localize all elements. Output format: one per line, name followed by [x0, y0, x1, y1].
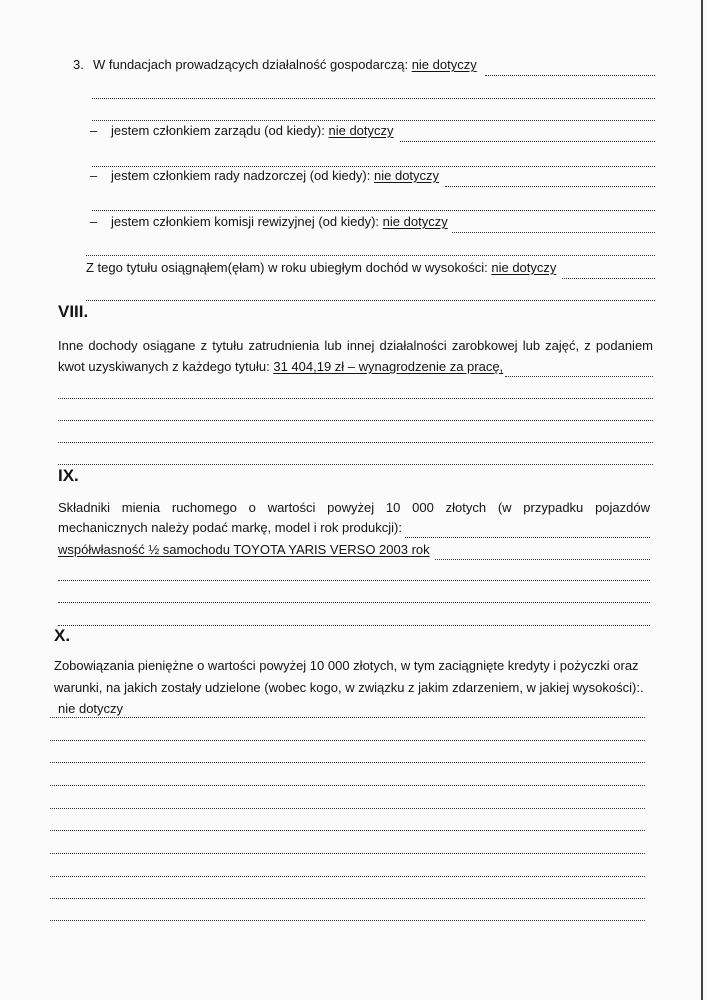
- section-x-line: [50, 898, 645, 899]
- section-viii-line-1: Inne dochody osiągane z tytułu zatrudnienia lub innej działalności zarobkowej lub zajęć, z podaniem: [58, 338, 653, 353]
- section-x-value: nie dotyczy: [58, 701, 124, 716]
- section-ix-line-1: Składniki mienia ruchomego o wartości powyżej 10 000 złotych (w przypadku pojazdów: [58, 500, 650, 515]
- section-3-blank-line: [92, 98, 655, 99]
- section-ix-line-2: mechanicznych należy podać markę, model i rok produkcji):: [58, 520, 402, 535]
- supervisory-dash: –: [90, 168, 98, 183]
- section-viii-blank-line: [58, 442, 653, 443]
- section-x-line: [50, 830, 645, 831]
- supervisory-fill-line: [445, 186, 655, 187]
- section-ix-blank-line: [58, 625, 650, 626]
- section-3-fill-line: [485, 75, 655, 76]
- section-3-label: [93, 57, 477, 73]
- section-x-line: [50, 920, 645, 921]
- section-viii-blank-line: [58, 420, 653, 421]
- board-member-row: [111, 123, 394, 139]
- board-blank-line: [92, 166, 655, 167]
- supervisory-member-row: [111, 168, 439, 184]
- section-3-value: nie dotyczy: [411, 57, 477, 72]
- audit-member-row: [111, 214, 448, 230]
- section-x-line: [50, 762, 645, 763]
- section-ix-value: współwłasność ½ samochodu TOYOTA YARIS VERSO 2003 rok: [58, 542, 430, 557]
- page-edge-shadow: [701, 0, 703, 1000]
- section-viii-value: 31 404,19 zł – wynagrodzenie za pracę,: [273, 359, 504, 374]
- section-x-line-2: warunki, na jakich zostały udzielone (wobec kogo, w związku z jakim zdarzeniem, w jakiej wysokości):.: [54, 680, 644, 695]
- section-x-line: [50, 785, 645, 786]
- supervisory-member-label: jestem członkiem rady nadzorczej (od kiedy):: [111, 168, 371, 183]
- section-3-blank-line: [92, 120, 655, 121]
- section-x-heading: X.: [54, 626, 71, 645]
- section-viii-blank-line: [58, 398, 653, 399]
- board-fill-line: [400, 141, 655, 142]
- section-x-line: [50, 717, 645, 718]
- section-x-line: [50, 853, 645, 854]
- section-ix-heading: IX.: [58, 466, 79, 485]
- section-ix-fill-line: [405, 537, 650, 538]
- section-x-line: [50, 876, 645, 877]
- board-member-label: jestem członkiem zarządu (od kiedy):: [111, 123, 325, 138]
- income-value: nie dotyczy: [491, 260, 557, 275]
- audit-member-value: nie dotyczy: [382, 214, 448, 229]
- income-fill-line: [562, 278, 655, 279]
- section-ix-value-fill-line: [435, 559, 650, 560]
- section-viii-heading: VIII.: [58, 302, 89, 321]
- audit-member-label: jestem członkiem komisji rewizyjnej (od kiedy):: [111, 214, 380, 229]
- section-viii-line-2: [58, 359, 503, 375]
- income-label: Z tego tytułu osiągnąłem(ęłam) w roku ubiegłym dochód w wysokości:: [86, 260, 488, 275]
- section-x-line-1: Zobowiązania pieniężne o wartości powyżej 10 000 złotych, w tym zaciągnięte kredyty i pożyczki oraz: [54, 658, 639, 673]
- section-ix-blank-line: [58, 580, 650, 581]
- section-x-line: [50, 808, 645, 809]
- section-x-line: [50, 740, 645, 741]
- board-dash: –: [90, 123, 98, 138]
- income-blank-line: [86, 300, 655, 301]
- section-3-number: 3.: [73, 57, 84, 72]
- supervisory-member-value: nie dotyczy: [374, 168, 440, 183]
- supervisory-blank-line: [92, 210, 655, 211]
- section-viii-blank-line: [58, 464, 653, 465]
- audit-blank-line: [86, 255, 655, 256]
- section-viii-line-2-label: kwot uzyskiwanych z każdego tytułu:: [58, 359, 270, 374]
- section-ix-blank-line: [58, 602, 650, 603]
- section-3-label-text: W fundacjach prowadzących działalność gospodarczą:: [93, 57, 409, 72]
- income-row: [86, 260, 556, 276]
- audit-dash: –: [90, 214, 98, 229]
- board-member-value: nie dotyczy: [328, 123, 394, 138]
- section-viii-fill-line: [505, 376, 653, 377]
- audit-fill-line: [452, 232, 655, 233]
